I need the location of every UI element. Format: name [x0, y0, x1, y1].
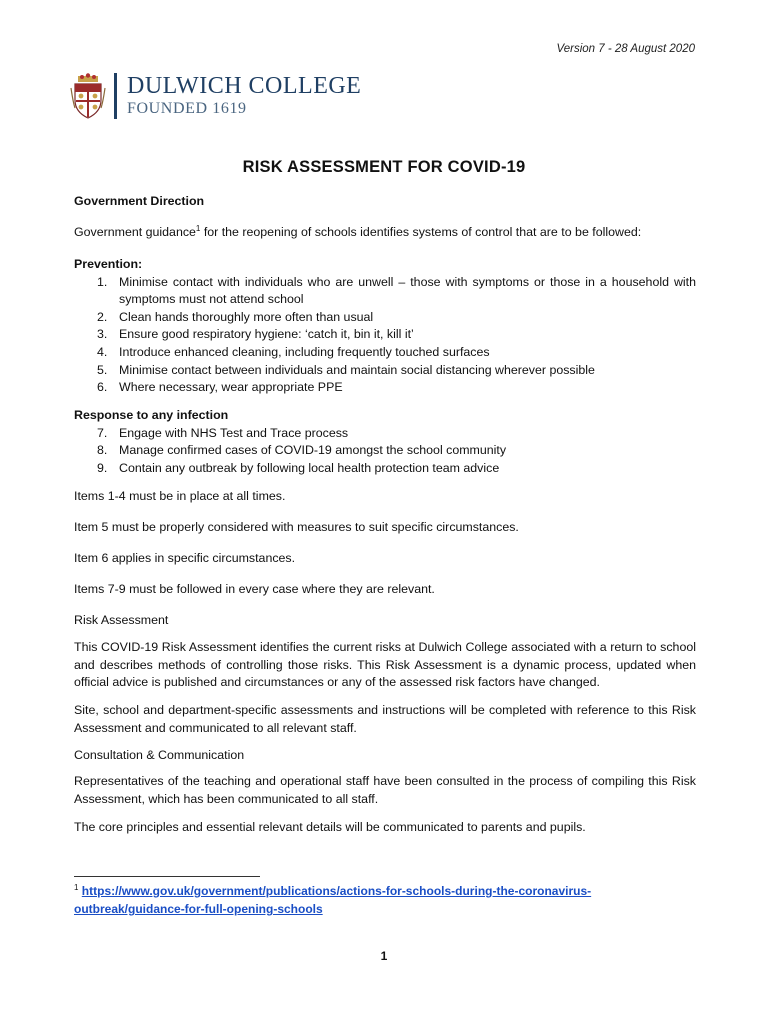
item-text: Minimise contact between individuals and maintain social distancing wherever possible — [119, 362, 595, 377]
risk-assessment-paragraph: Site, school and department-specific assessments and instructions will be completed with reference to this Risk Assessment and communicated to all relevant staff. — [74, 703, 696, 735]
item-number: 8. — [97, 443, 108, 458]
intro-text-end: for the reopening of schools identifies systems of control that are to be followed: — [200, 225, 642, 239]
risk-assessment-paragraph: This COVID-19 Risk Assessment identifies the current risks at Dulwich College associated with a return to school and describes methods of controlling those risks. This Risk Assessment is a dynamic process, updated when official advice is published and circumstances or any of the assessed risk factors have changed. — [74, 640, 696, 690]
item-number: 3. — [97, 327, 108, 342]
list-item — [74, 274, 696, 309]
note-item-5: Item 5 must be properly considered with measures to suit specific circumstances. — [74, 520, 519, 534]
footnote-link[interactable] — [74, 884, 591, 916]
list-item — [74, 379, 696, 397]
item-text: Ensure good respiratory hygiene: ‘catch it, bin it, kill it’ — [119, 327, 414, 342]
response-heading: Response to any infection — [74, 408, 229, 422]
logo-text — [127, 74, 361, 118]
footnote — [74, 882, 654, 918]
list-item — [74, 326, 696, 344]
response-list — [74, 425, 696, 478]
item-text: Engage with NHS Test and Trace process — [119, 425, 349, 440]
page-number: 1 — [380, 949, 388, 963]
footnote-mark: 1 — [74, 883, 79, 892]
item-text: Minimise contact with individuals who are unwell – those with symptoms or those in a household with symptoms must not attend school — [119, 274, 696, 307]
note-items-7-9: Items 7-9 must be followed in every case where they are relevant. — [74, 582, 435, 596]
government-direction-intro — [74, 224, 696, 242]
founded-label: FOUNDED 1619 — [127, 100, 247, 118]
intro-text-start: Government guidance — [74, 225, 196, 239]
list-item — [74, 344, 696, 362]
item-text: Where necessary, wear appropriate PPE — [119, 380, 343, 395]
logo-divider — [114, 73, 117, 119]
item-text: Introduce enhanced cleaning, including frequently touched surfaces — [119, 344, 490, 359]
item-number: 6. — [97, 380, 108, 395]
note-items-1-4: Items 1-4 must be in place at all times. — [74, 489, 286, 503]
list-item — [74, 460, 696, 478]
list-item — [74, 362, 696, 380]
footnote-reference[interactable]: 1 — [195, 223, 201, 233]
item-text: Manage confirmed cases of COVID-19 amongst the school community — [119, 443, 507, 458]
consultation-heading: Consultation & Communication — [74, 748, 245, 762]
prevention-heading: Prevention: — [74, 257, 143, 271]
college-name: DULWICH COLLEGE — [127, 73, 362, 99]
version-label: Version 7 - 28 August 2020 — [556, 43, 695, 55]
prevention-section — [74, 256, 696, 397]
footnote-divider — [74, 876, 260, 877]
response-section — [74, 407, 696, 477]
item-number: 1. — [97, 274, 108, 289]
footnote-link-line2: outbreak/guidance-for-full-opening-schools — [74, 902, 323, 916]
item-number: 7. — [97, 425, 108, 440]
communication-paragraph: The core principles and essential relevant details will be communicated to parents and pupils. — [74, 820, 586, 834]
college-logo — [70, 72, 414, 120]
consultation-paragraph: Representatives of the teaching and operational staff have been consulted in the process of compiling this Risk Assessment, which has been communicated to all staff. — [74, 774, 696, 806]
crest-icon — [70, 72, 106, 120]
item-number: 2. — [97, 309, 108, 324]
item-number: 9. — [97, 460, 108, 475]
item-number: 4. — [97, 344, 108, 359]
page-title: RISK ASSESSMENT FOR COVID-19 — [242, 158, 526, 176]
government-direction-heading: Government Direction — [74, 194, 205, 208]
list-item — [74, 442, 696, 460]
item-text: Contain any outbreak by following local health protection team advice — [119, 460, 500, 475]
note-item-6: Item 6 applies in specific circumstances. — [74, 551, 296, 565]
list-item — [74, 425, 696, 443]
list-item — [74, 309, 696, 327]
prevention-list — [74, 274, 696, 397]
item-text: Clean hands thoroughly more often than usual — [119, 309, 374, 324]
risk-assessment-heading: Risk Assessment — [74, 613, 169, 627]
item-number: 5. — [97, 362, 108, 377]
footnote-link-line1: https://www.gov.uk/government/publications/actions-for-schools-during-the-coronavirus- — [81, 884, 592, 898]
